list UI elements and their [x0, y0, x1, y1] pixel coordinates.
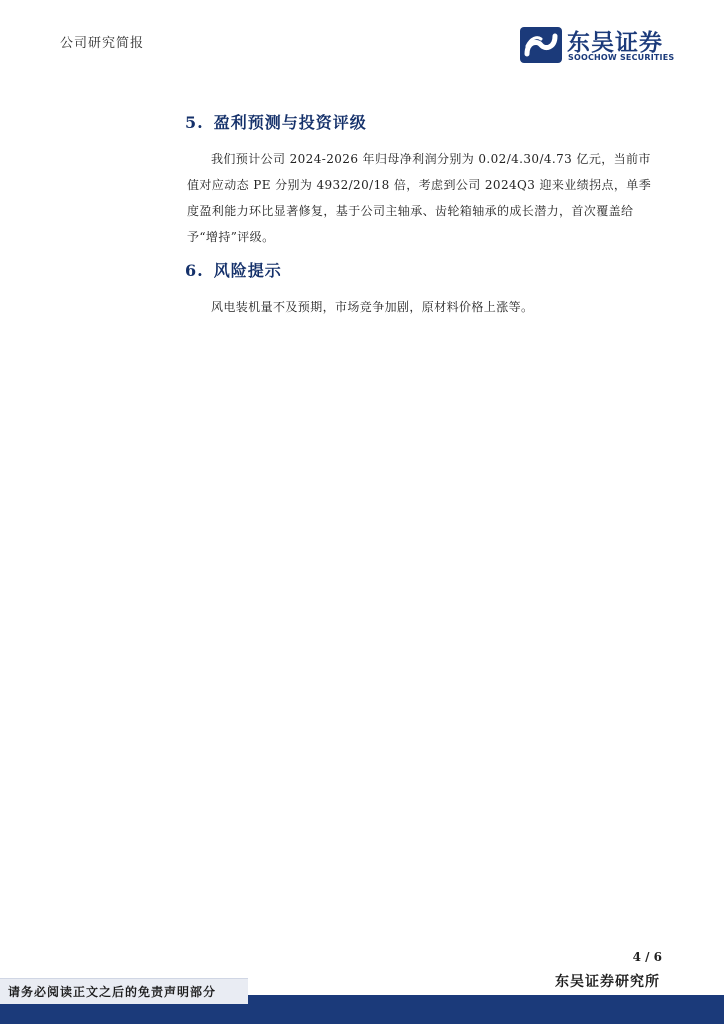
logo-text-cn: 东吴证券: [567, 30, 663, 56]
logo-mark-icon: [519, 26, 563, 64]
company-logo: [519, 26, 679, 66]
section-paragraph-6: 风电装机量不及预期，市场竞争加剧，原材料价格上涨等。: [211, 300, 534, 314]
section-number: 6.: [185, 261, 204, 280]
section-title-5: [185, 110, 367, 133]
section-heading: 风险提示: [213, 261, 282, 280]
page-number: 4 / 6: [632, 950, 662, 964]
footer-organization: 东吴证券研究所: [555, 974, 660, 990]
section-heading: 盈利预测与投资评级: [213, 113, 367, 132]
logo-text-en: SOOCHOW SECURITIES: [568, 53, 675, 62]
section-number: 5.: [185, 113, 204, 132]
footer-disclaimer: 请务必阅读正文之后的免责声明部分: [0, 978, 248, 1004]
document-type: 公司研究简报: [60, 36, 145, 51]
section-title-6: [185, 258, 282, 281]
section-paragraph-5: 我们预计公司 2024-2026 年归母净利润分别为 0.02/4.30/4.73 亿元，当前市值对应动态 PE 分别为 4932/20/18 倍，考虑到公司 2024Q3 迎来业绩拐点，单季度盈利能力环比显著修复，基于公司主轴承、齿轮箱轴承的成长潜力，首次覆盖给予“增持”评级。: [187, 152, 652, 244]
